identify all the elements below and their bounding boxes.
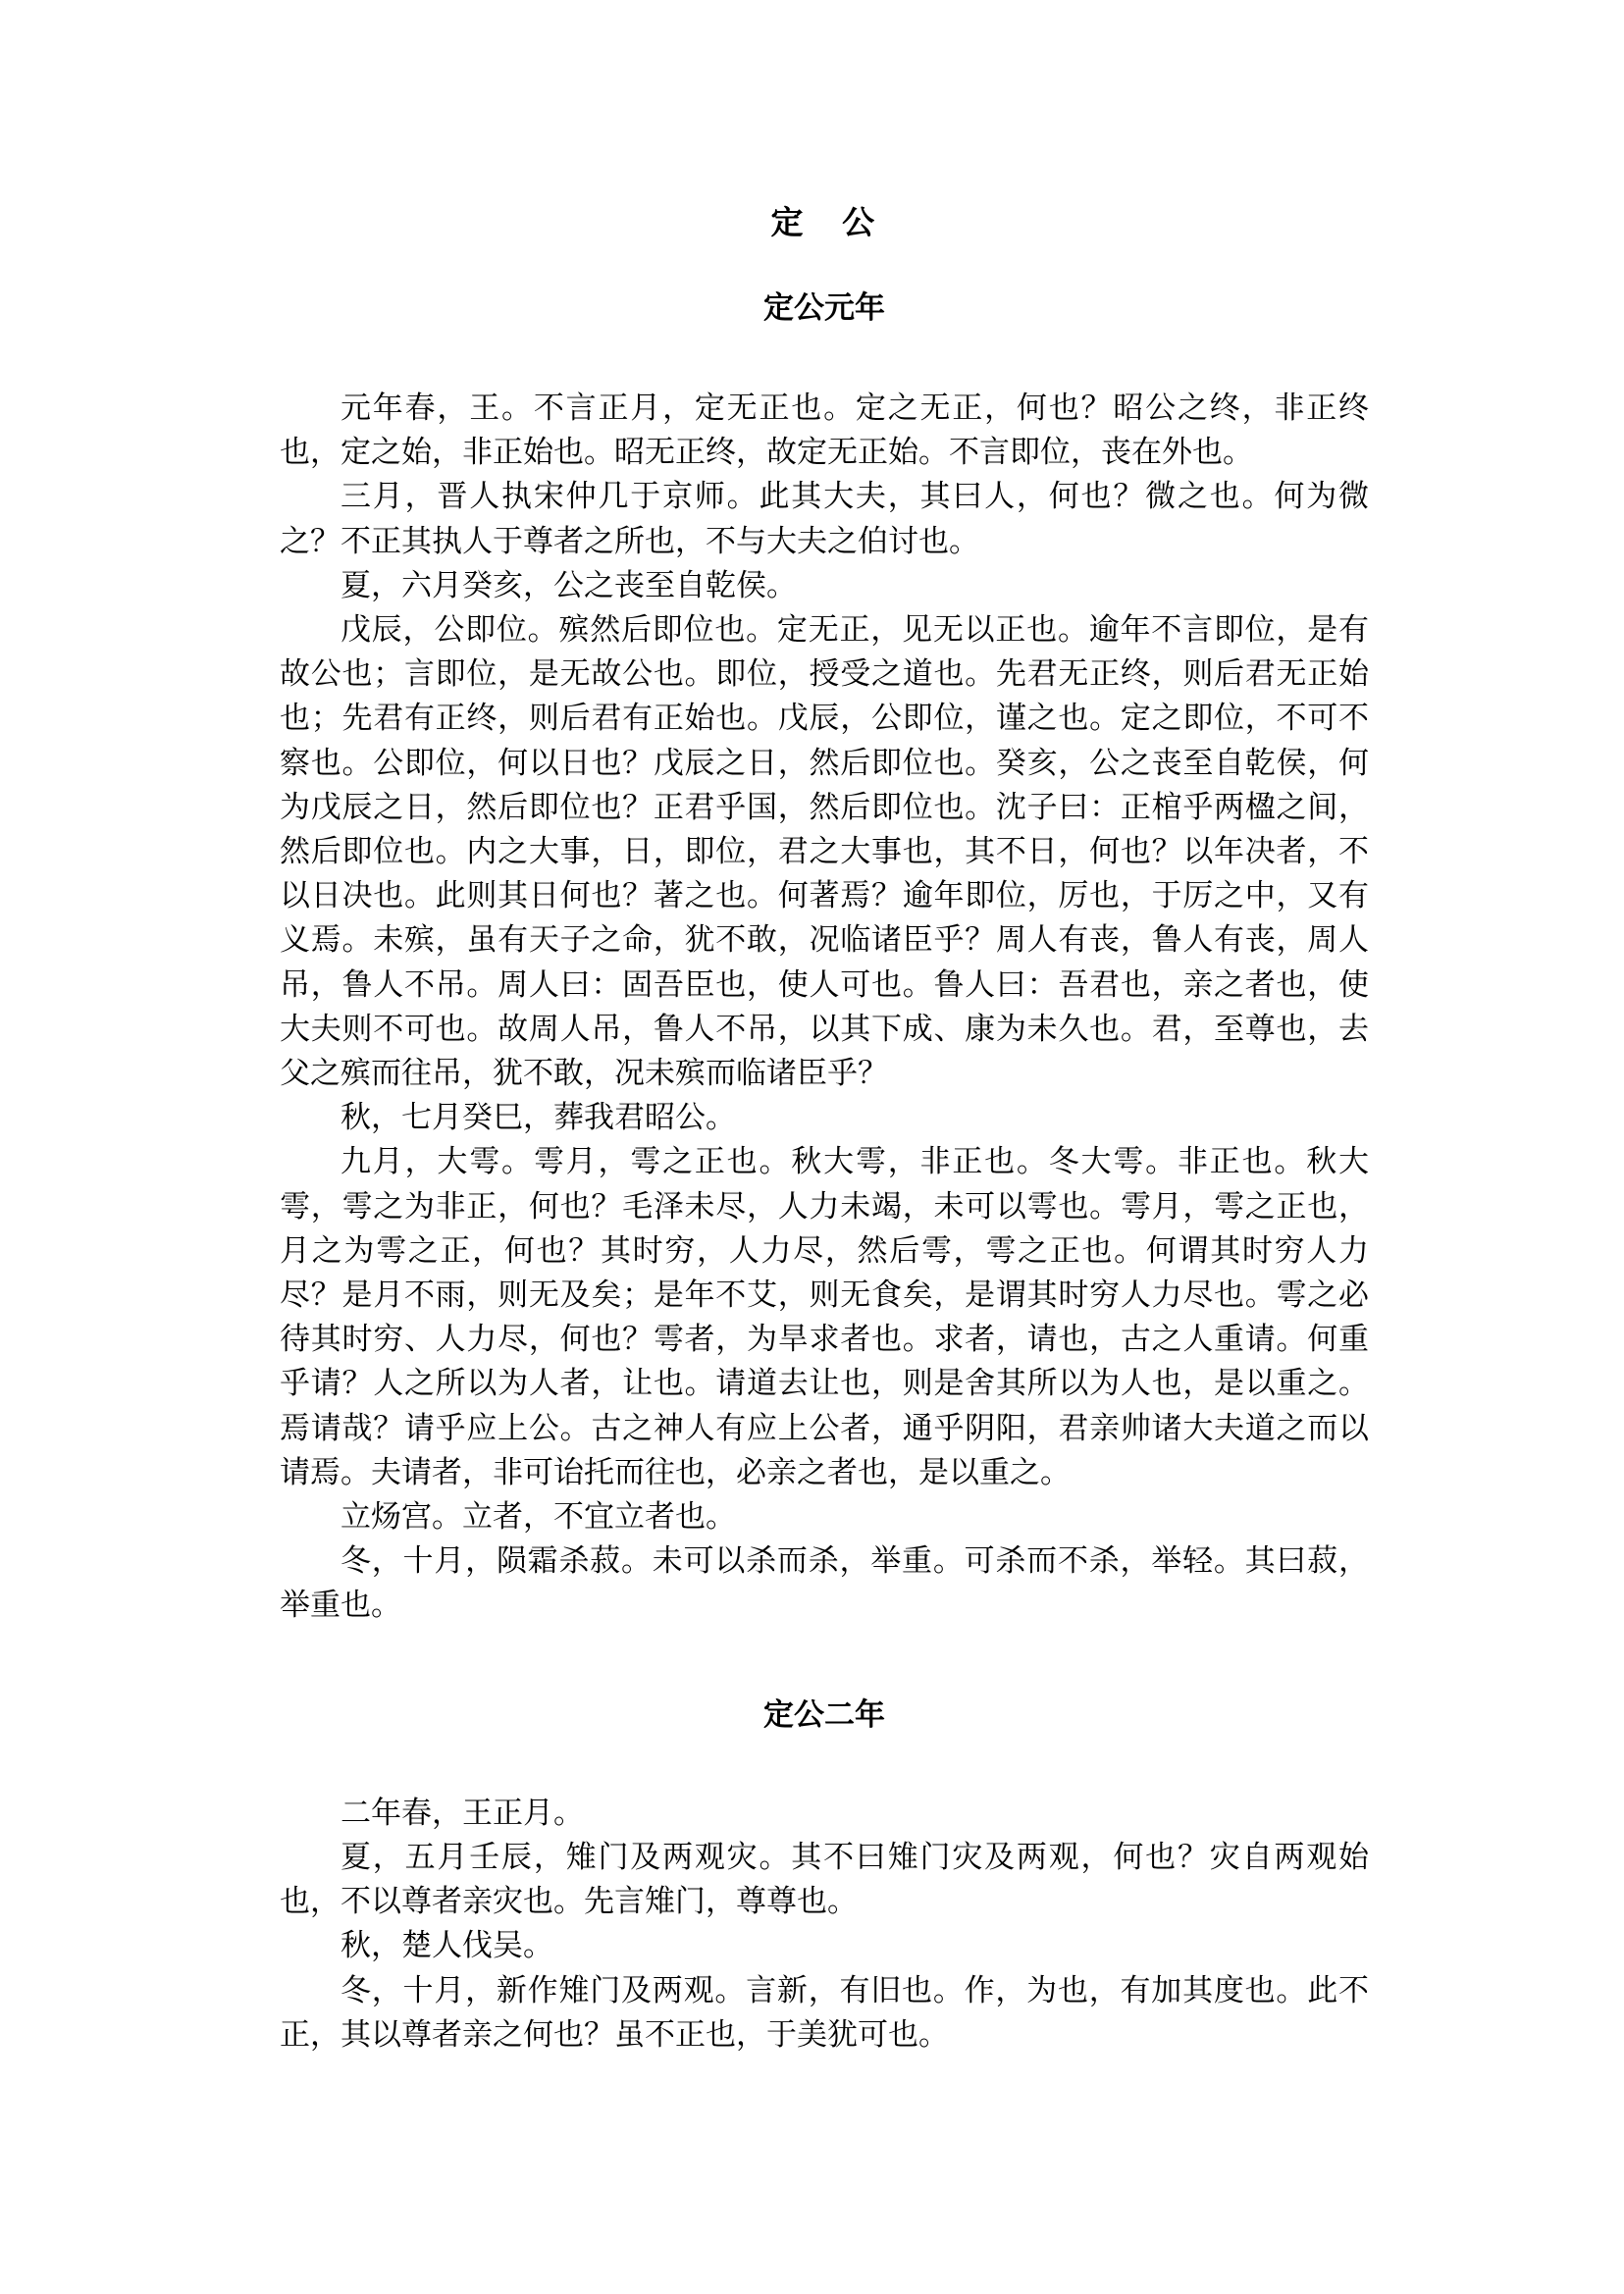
document-page bbox=[280, 186, 1369, 2058]
paragraph: 秋，七月癸巳，葬我君昭公。 bbox=[341, 1100, 736, 1136]
paragraph: 戊辰，公即位。殡然后即位也。定无正，见无以正也。逾年不言即位，是有故公也；言即位，是无故公也。即位，授受之道也。先君无正终，则后君无正始也；先君有正终，则后君有正始也。戊辰，公即位，谨之也。定之即位，不可不察也。公即位，何以日也？戊辰之日，然后即位也。癸亥，公之丧至自乾侯，何为戊辰之日，然后即位也？正君乎国，然后即位也。沈子曰：正棺乎两楹之间，然后即位也。内之大事，日，即位，君之大事也，其不日，何也？以年决者，不以日决也。此则其日何也？著之也。何著焉？逾年即位，厉也，于厉之中，又有义焉。未殡，虽有天子之命，犹不敢，况临诸臣乎？周人有丧，鲁人有丧，周人吊，鲁人不吊。周人曰：固吾臣也，使人可也。鲁人曰：吾君也，亲之者也，使大夫则不可也。故周人吊，鲁人不吊，以其下成、康为未久也。君，至尊也，去父之殡而往吊，犹不敢，况未殡而临诸臣乎？ bbox=[280, 612, 1369, 1092]
paragraph: 九月，大雩。雩月，雩之正也。秋大雩，非正也。冬大雩。非正也。秋大雩，雩之为非正，何也？毛泽未尽，人力未竭，未可以雩也。雩月，雩之正也，月之为雩之正，何也？其时穷，人力尽，然后雩，雩之正也。何谓其时穷人力尽？是月不雨，则无及矣；是年不艾，则无食矣，是谓其时穷人力尽也。雩之必待其时穷、人力尽，何也？雩者，为旱求者也。求者，请也，古之人重请。何重乎请？人之所以为人者，让也。请道去让也，则是舍其所以为人也，是以重之。焉请哉？请乎应上公。古之神人有应上公者，通乎阴阳，君亲帅诸大夫道之而以请焉。夫请者，非可诒托而往也，必亲之者也，是以重之。 bbox=[280, 1144, 1369, 1490]
paragraph: 冬，十月，新作雉门及两观。言新，有旧也。作，为也，有加其度也。此不正，其以尊者亲之何也？虽不正也，于美犹可也。 bbox=[280, 1972, 1369, 2053]
paragraph: 元年春，王。不言正月，定无正也。定之无正，何也？昭公之终，非正终也，定之始，非正始也。昭无正终，故定无正始。不言即位，丧在外也。 bbox=[280, 391, 1369, 471]
paragraph: 二年春，王正月。 bbox=[341, 1795, 584, 1831]
paragraph: 夏，五月壬辰，雉门及两观灾。其不曰雉门灾及两观，何也？灾自两观始也，不以尊者亲灾也。先言雉门，尊尊也。 bbox=[280, 1839, 1369, 1920]
section-year-1 bbox=[280, 283, 1369, 1629]
page-title: 定 公 bbox=[770, 203, 878, 241]
paragraph: 冬，十月，陨霜杀菽。未可以杀而杀，举重。可杀而不杀，举轻。其曰菽，举重也。 bbox=[280, 1543, 1369, 1624]
paragraph: 秋，楚人伐吴。 bbox=[341, 1928, 553, 1964]
paragraph: 三月，晋人执宋仲几于京师。此其大夫，其曰人，何也？微之也。何为微之？不正其执人于尊者之所也，不与大夫之伯讨也。 bbox=[280, 479, 1369, 559]
section-heading: 定公二年 bbox=[763, 1696, 885, 1733]
section-heading: 定公元年 bbox=[763, 290, 885, 326]
paragraph: 夏，六月癸亥，公之丧至自乾侯。 bbox=[341, 567, 797, 603]
section-year-2 bbox=[280, 1690, 1369, 2058]
paragraph: 立炀宫。立者，不宜立者也。 bbox=[341, 1499, 736, 1536]
